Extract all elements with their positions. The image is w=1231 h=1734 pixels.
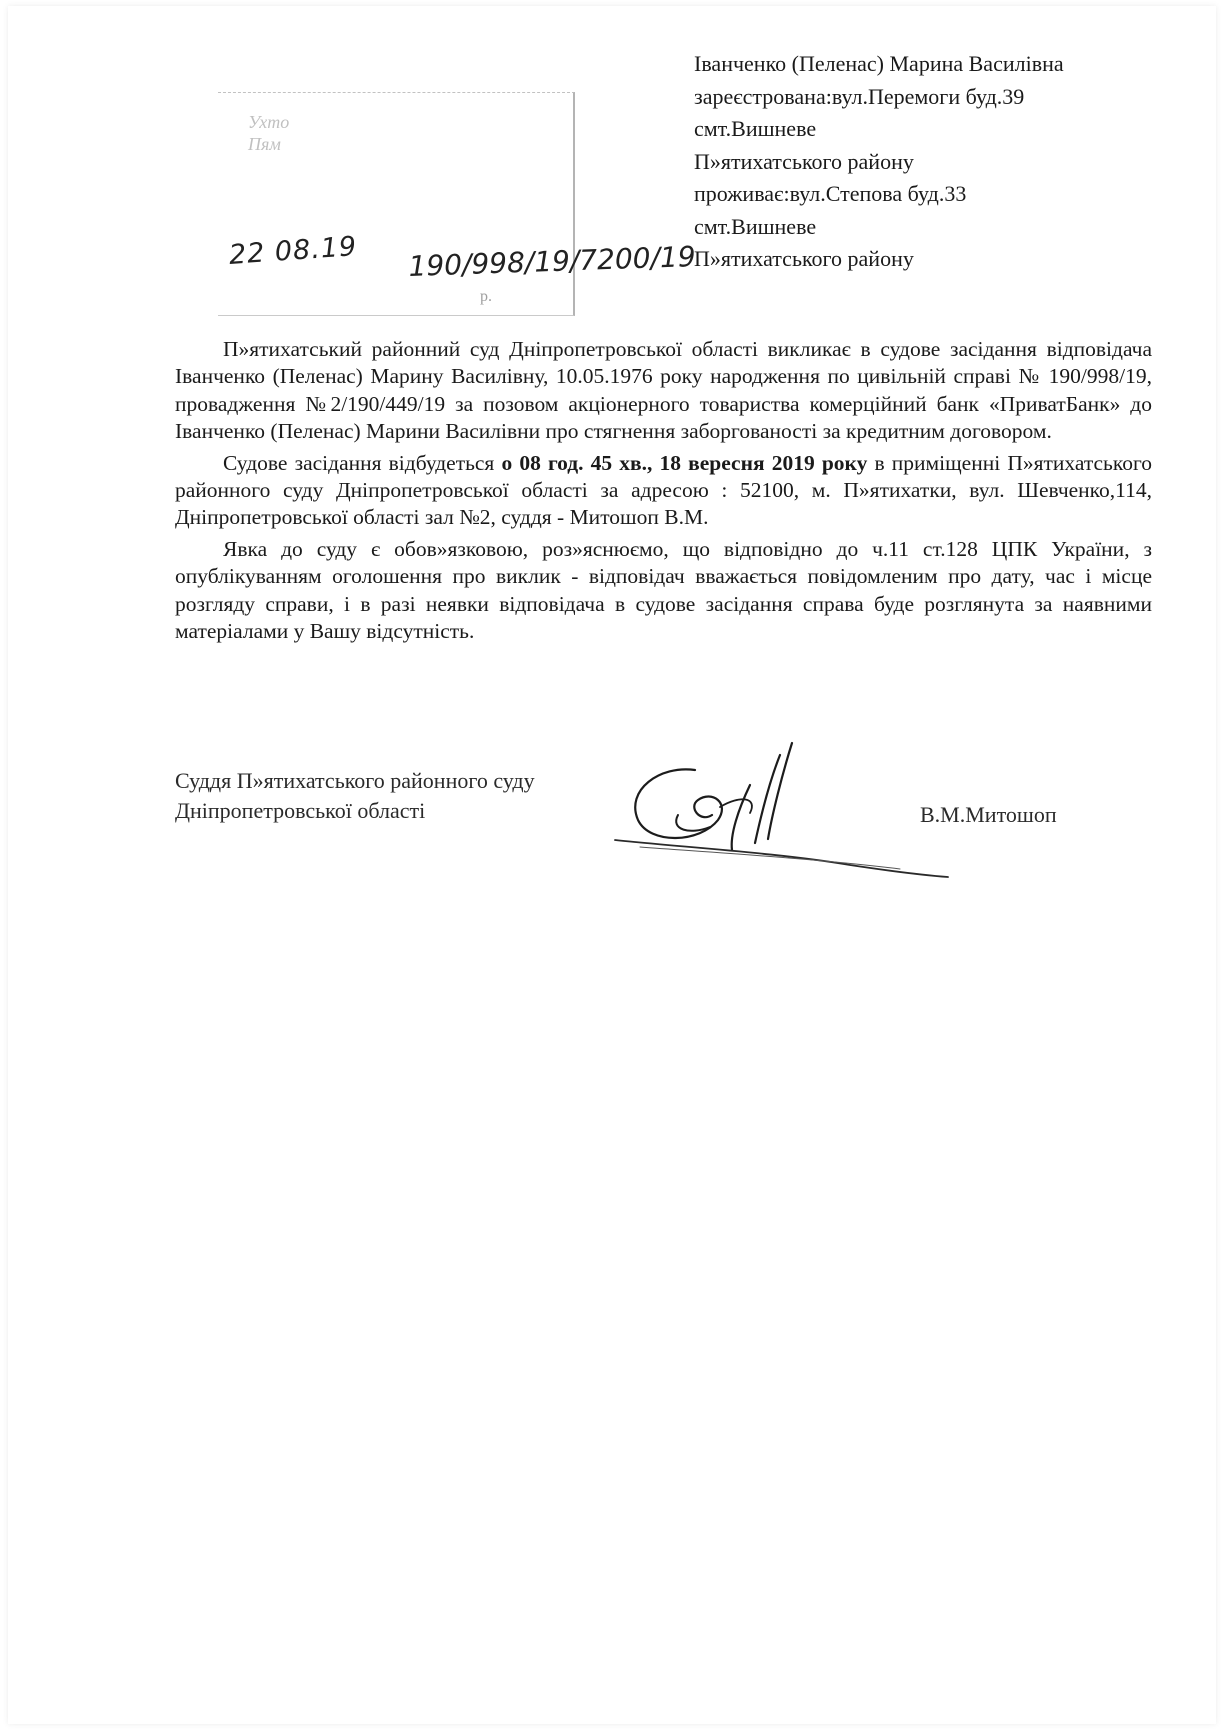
stamp-faint-line-1: Ухто (248, 112, 290, 132)
hearing-intro: Судове засідання відбудеться (223, 450, 502, 475)
hearing-location: в приміщенні П»ятихатського районного суду Дніпропетровської області за адресою : 52100, м. П»ятихатки, вул. Шевченко,114, Дніпропетровської області зал №2, суддя - Митошоп В.М. (175, 450, 1152, 530)
addressee-line: смт.Вишневе (694, 213, 817, 239)
addressee-line: смт.Вишневе (694, 116, 817, 141)
addressee-line: П»ятихатського району (694, 246, 914, 271)
registration-stamp (218, 92, 575, 316)
handwritten-registration-number: 190/998/19/7200/19 (408, 239, 697, 283)
summons-body (175, 336, 1152, 649)
stamp-faint-line-2: Пям (248, 134, 281, 154)
stamp-faint-text (248, 111, 289, 155)
stamp-year-suffix: р. (480, 288, 492, 305)
paragraph-hearing (175, 450, 1152, 532)
judge-title-line-1: Суддя П»ятихатського районного суду (175, 768, 535, 793)
addressee-block (694, 48, 1064, 276)
addressee-line: П»ятихатського району (694, 148, 914, 174)
judge-name: В.М.Митошоп (920, 802, 1057, 827)
judge-title (175, 766, 535, 826)
addressee-line: Іванченко (Пеленас) Марина Василівна (694, 51, 1064, 76)
handwritten-signature (600, 735, 950, 885)
addressee-line: проживає:вул.Степова буд.33 (694, 181, 967, 206)
addressee-line: зареєстрована:вул.Перемоги буд.39 (694, 83, 1025, 109)
paragraph-notice: Явка до суду є обов»язковою, роз»яснюємо, що відповідно до ч.11 ст.128 ЦПК України, з опублікуванням оголошення про виклик - відповідач вважається повідомленим про дату, час і місце розгляду справи, і в разі неявки відповідача в судове засідання справа буде розглянута за наявними матеріалами у Вашу відсутність. (175, 536, 1152, 644)
paragraph-summons: П»ятихатський районний суд Дніпропетровської області викликає в судове засідання відповідача Іванченко (Пеленас) Марину Василівну, 10.05.1976 року народження по цивільній справі № 190/998/19, провадження №2/190/449/19 за позовом акціонерного товариства комерційний банк «ПриватБанк» до Іванченко (Пеленас) Марини Василівни про стягнення заборгованості за кредитним договором. (175, 337, 1152, 444)
handwritten-date: 22 08.19 (228, 231, 359, 271)
judge-title-line-2: Дніпропетровської області (175, 798, 426, 823)
hearing-datetime: о 08 год. 45 хв., 18 вересня 2019 року (501, 450, 868, 475)
